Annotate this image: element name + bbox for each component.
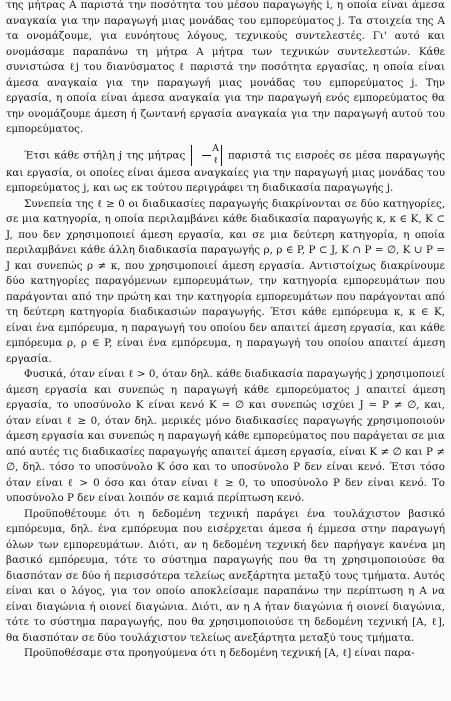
paragraph-continuation: Προϋποθέσαμε στα προηγούμενα ότι η δεδομένη τεχνική [A, ℓ] είναι παρα- (24, 647, 415, 659)
matrix-bottom: ℓ (213, 155, 218, 166)
paragraph-matrix-text-before: Έτσι κάθε στήλη j της μήτρας (24, 149, 186, 161)
paragraph-process-categories: Συνεπεία της ℓ ≥ 0 οι διαδικασίες παραγωγής διακρίνονται σε δύο κατηγορίες, σε μια κατηγορία, η οποία περιλαμβάνει κάθε διαδικασία παραγωγής κ, κ ∈ K, K ⊂ J, που δεν χρησιμοποιεί άμεση εργασία, και σε μια δεύτερη κατηγορία, η οποία περιλαμβάνει κάθε άλλη διαδικασία παραγωγής ρ, ρ ∈ P, P ⊂ J, K ∩ P = ∅, K ∪ P = J και συνεπώς ρ ≠ κ, που χρησιμοποιεί άμεση εργασία. Αντιστοίχως διακρίνουμε δύο κατηγορίες παραγόμενων εμπορευμάτων, την κατηγορία εμπορευμάτων που παράγονται από την πρώτη και την κατηγορία εμπορευμάτων που παράγονται από τη δεύτερη κατηγορία διαδικασιών παραγωγής. Έτσι κάθε εμπόρευμα κ, κ ∈ K, είναι ένα εμπόρευμα, η παραγωγή του οποίου δεν απαιτεί άμεση εργασία, και κάθε εμπόρευμα ρ, ρ ∈ P, είναι ένα εμπόρευμα, η παραγωγή του οποίου απαιτεί άμεση εργασία. (6, 197, 445, 365)
matrix-divider (202, 155, 211, 156)
page-body (6, 0, 445, 662)
matrix-A-l (191, 145, 222, 166)
paragraph-matrix-columns (6, 145, 445, 197)
paragraph-subsets-K-P: Φυσικά, όταν είναι ℓ > 0, όταν δηλ. κάθε διαδικασία παραγωγής j χρησιμοποιεί άμεση εργασία και συνεπώς η παραγωγή κάθε εμπορεύματος j απαιτεί άμεση εργασία, το υποσύνολο K είναι κενό K = ∅ και συνεπώς ισχύει J = P ≠ ∅, και, όταν είναι ℓ ≥ 0, όταν δηλ. μερικές μόνο διαδικασίες παραγωγής χρησιμοποιούν άμεση εργασία και συνεπώς η παραγωγή κάθε εμπορεύματος που παράγεται σε μια από αυτές τις διαδικασίες παραγωγής απαιτεί άμεση εργασία, είναι K ≠ ∅ και P ≠ ∅, δηλ. τόσο το υποσύνολο K όσο και το υποσύνολο P δεν είναι κενό. Έτσι τόσο όταν είναι ℓ > 0 όσο και όταν είναι ℓ ≥ 0, το υποσύνολο P δεν είναι κενό. Το υποσύνολο P δεν είναι λοιπόν σε καμιά περίπτωση κενό. (6, 368, 445, 504)
matrix-top: A (212, 143, 219, 154)
paragraph-matrix-text-after: παριστά τις εισροές σε μέσα παραγωγής και εργασία, οι οποίες είναι άμεσα αναγκαίες για την παραγωγή μιας μονάδας του εμπορεύματος j, και ως εκ τούτου περιγράφει τη διαδικασία παραγωγής j. (6, 149, 445, 194)
paragraph-technical-coefficients: της μήτρας A παριστά την ποσότητα του μέσου παραγωγής i, η οποία είναι άμεσα αναγκαία για την παραγωγή μιας μονάδας του εμπορεύματος j. Τα στοιχεία της A τα ονομάζουμε, για ευνόητους λόγους, τεχνικούς συντελεστές. Γι' αυτό και ονομάσαμε παραπάνω τη μήτρα A μήτρα των τεχνικών συντελεστών. Κάθε συνιστώσα ℓj του διανύσματος ℓ παριστά την ποσότητα εργασίας, η οποία είναι άμεσα αναγκαία για την παραγωγή μιας μονάδας του εμπορεύματος j. Την εργασία, η οποία είναι άμεσα αναγκαία για την παραγωγή ενός εμπορεύματος θα την ονομάζουμε άμεση ή ζωντανή εργασία αναγκαία για την παραγωγή αυτού του εμπορεύματος. (6, 0, 445, 135)
paragraph-basic-commodity: Προϋποθέτουμε ότι η δεδομένη τεχνική παράγει ένα τουλάχιστον βασικό εμπόρευμα, δηλ. ένα εμπόρευμα που εισέρχεται άμεσα ή έμμεσα στην παραγωγή όλων των εμπορευμάτων. Διότι, αν η δεδομένη τεχνική δεν παρήγαγε κανένα μη βασικό εμπόρευμα, τότε το σύστημα παραγωγής που θα τη χρησιμοποιούσε θα διασπόταν σε δύο ή περισσότερα τελείως ανεξάρτητα μεταξύ τους τμήματα. Αυτός είναι και ο λόγος, για τον οποίο αποκλείσαμε παραπάνω την περίπτωση η A να είναι διαγώνια ή οιονεί διαγώνια. Διότι, αν η A ήταν διαγώνια ή οιονεί διαγώνια, τότε το σύστημα παραγωγής, που θα χρησιμοποιούσε τη δεδομένη τεχνική [A, ℓ], θα διασπόταν σε δύο τουλάχιστον τελείως ανεξάρτητα μεταξύ τους τμήματα. (6, 507, 445, 644)
